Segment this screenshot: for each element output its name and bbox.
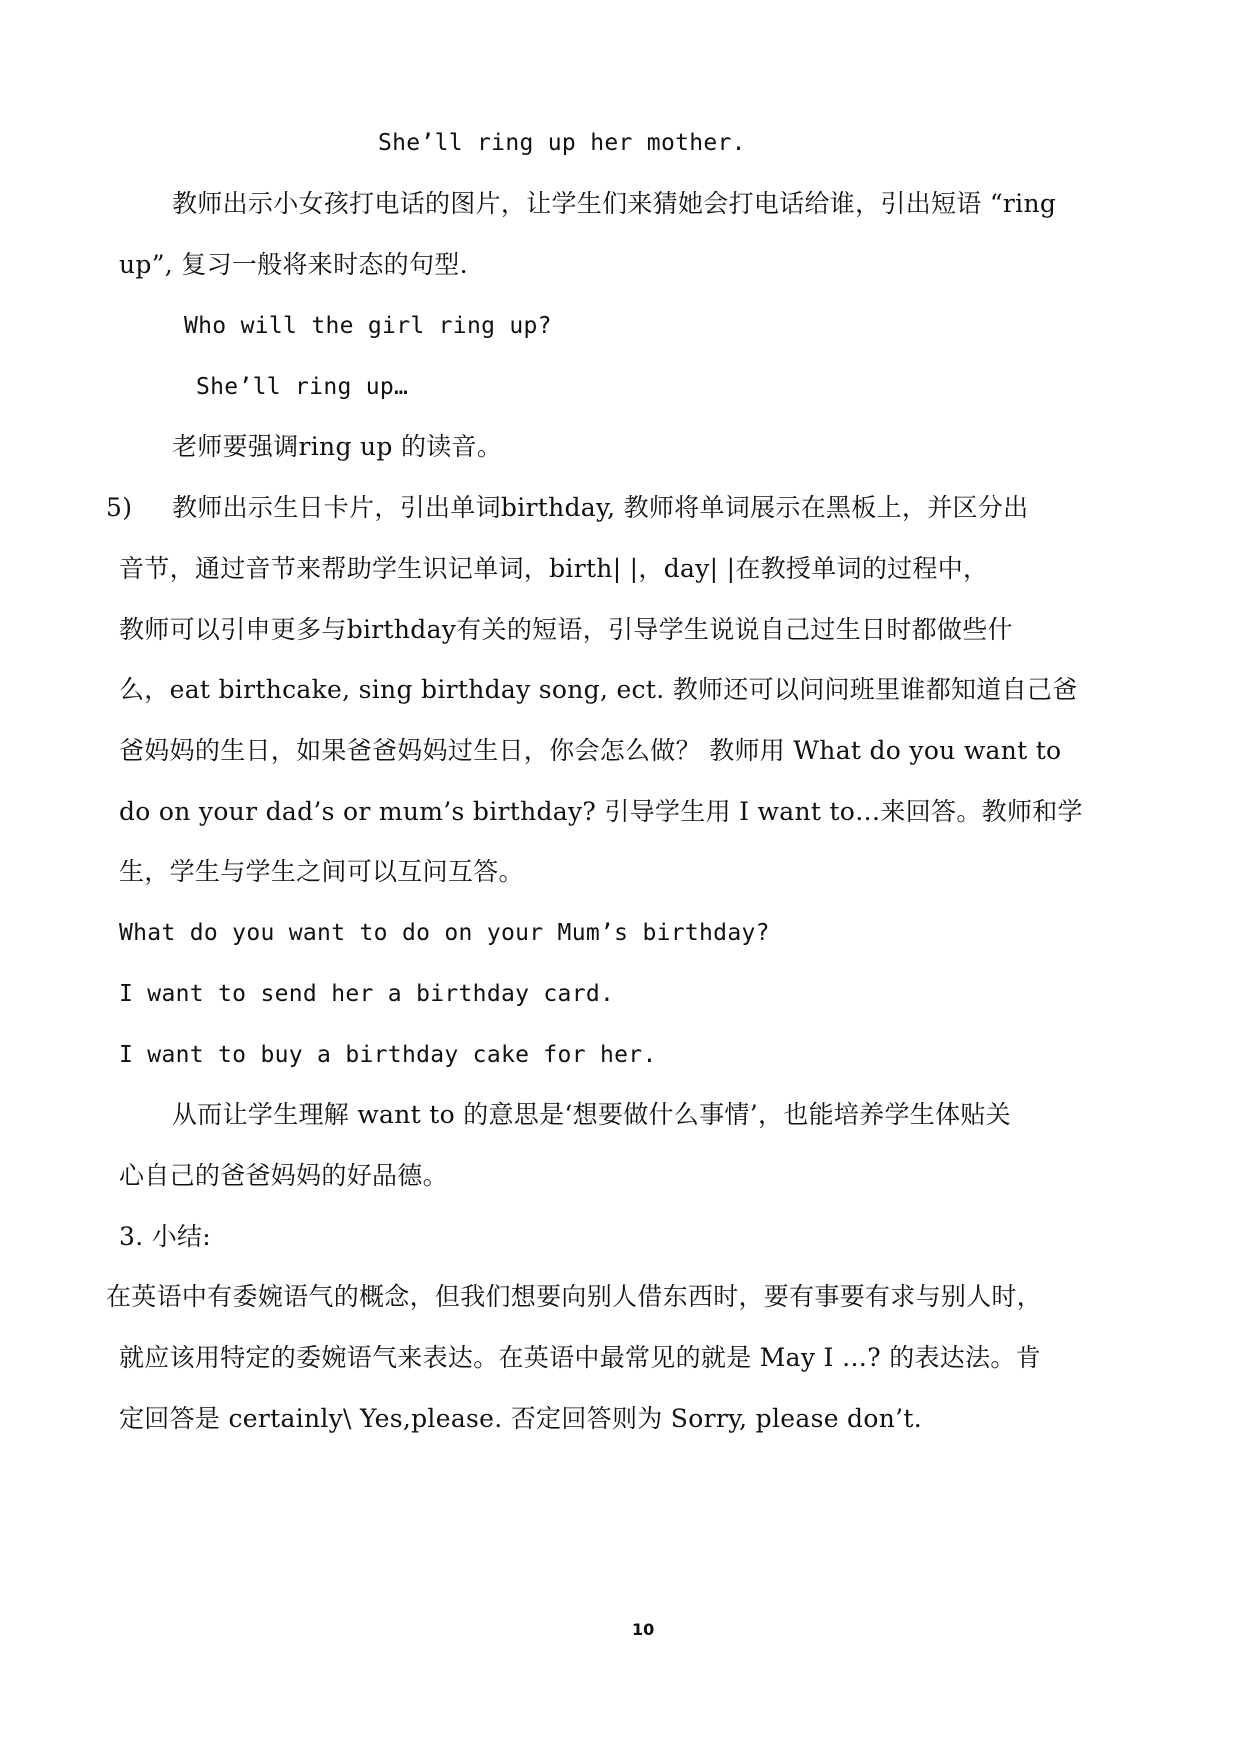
paragraph-line: 音节，通过音节来帮助学生识记单词，birth| |，day| |在教授单词的过程中， [119, 554, 989, 583]
example-sentence: She’ll ring up… [196, 374, 409, 400]
paragraph-line: 生，学生与学生之间可以互问互答。 [119, 857, 524, 886]
page-number: 10 [632, 1620, 655, 1639]
paragraph-line: 教师出示小女孩打电话的图片，让学生们来猜她会打电话给谁，引出短语 “ring [172, 189, 1057, 218]
paragraph-line: 教师可以引申更多与birthday有关的短语，引导学生说说自己过生日时都做些什 [119, 615, 1013, 644]
example-sentence: I want to send her a birthday card. [119, 981, 615, 1007]
paragraph-line: 定回答是 certainly\ Yes,please. 否定回答则为 Sorry, please don’t. [119, 1404, 922, 1433]
paragraph-line: do on your dad’s or mum’s birthday? 引导学生用 I want to…来回答。教师和学 [119, 797, 1083, 826]
example-sentence: I want to buy a birthday cake for her. [119, 1042, 657, 1068]
section-heading: 3. 小结: [119, 1222, 212, 1251]
paragraph-line: 心自己的爸爸妈妈的好品德。 [119, 1161, 448, 1190]
example-sentence: What do you want to do on your Mum’s birthday? [119, 920, 770, 946]
paragraph-line: 教师出示生日卡片，引出单词birthday, 教师将单词展示在黑板上，并区分出 [172, 493, 1029, 522]
list-number: 5) [106, 493, 133, 522]
paragraph-line: 爸妈妈的生日，如果爸爸妈妈过生日，你会怎么做？ 教师用 What do you want to [119, 736, 1062, 765]
example-sentence: Who will the girl ring up? [184, 313, 552, 339]
paragraph-line: up”, 复习一般将来时态的句型. [119, 250, 468, 279]
paragraph-line: 在英语中有委婉语气的概念，但我们想要向别人借东西时，要有事要有求与别人时， [106, 1282, 1043, 1311]
paragraph-line: 就应该用特定的委婉语气来表达。在英语中最常见的就是 May I …? 的表达法。肯 [119, 1343, 1041, 1372]
paragraph-line: 么，eat birthcake, sing birthday song, ect. 教师还可以问问班里谁都知道自己爸 [119, 675, 1078, 704]
example-sentence: She’ll ring up her mother. [378, 130, 746, 156]
paragraph-line: 老师要强调ring up 的读音。 [172, 432, 503, 461]
paragraph-line: 从而让学生理解 want to 的意思是‘想要做什么事情’，也能培养学生体贴关 [172, 1100, 1011, 1129]
